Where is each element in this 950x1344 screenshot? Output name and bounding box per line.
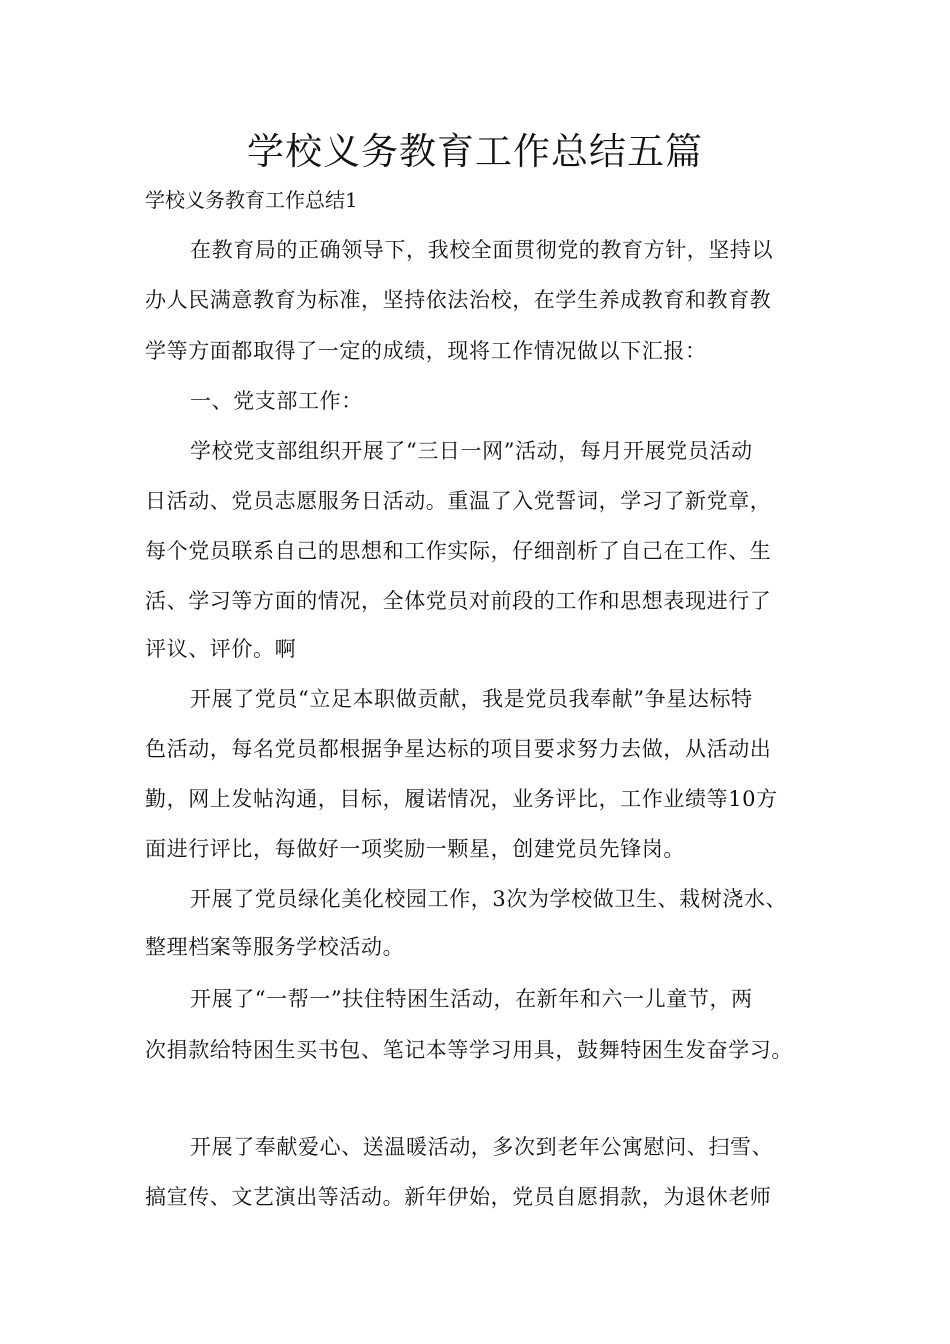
paragraph-line: 开展了党员“立足本职做贡献，我是党员我奉献”争星达标特 (190, 687, 753, 711)
paragraph-line: 搞宣传、文艺演出等活动。新年伊始，党员自愿捐款，为退休老师 (145, 1185, 772, 1209)
section-heading: 一、党支部工作： (190, 389, 363, 413)
paragraph-line: 活、学习等方面的情况，全体党员对前段的工作和思想表现进行了 (145, 589, 772, 613)
document-title: 学校义务教育工作总结五篇 (247, 130, 703, 173)
paragraph-line: 面进行评比，每做好一项奖励一颗星，创建党员先锋岗。 (145, 837, 685, 861)
paragraph-line: 次捐款给特困生买书包、笔记本等学习用具，鼓舞特困生发奋学习。 (145, 1038, 793, 1062)
paragraph-line: 办人民满意教育为标准，坚持依法治校，在学生养成教育和教育教 (145, 288, 772, 312)
section-subtitle: 学校义务教育工作总结1 (145, 188, 358, 212)
paragraph-line: 勤，网上发帖沟通，目标，履诺情况，业务评比，工作业绩等10方 (145, 787, 778, 811)
paragraph-line: 每个党员联系自己的思想和工作实际，仔细剖析了自己在工作、生 (145, 539, 772, 563)
paragraph-line: 日活动、党员志愿服务日活动。重温了入党誓词，学习了新党章， (145, 489, 772, 513)
paragraph-line: 开展了奉献爱心、送温暖活动，多次到老年公寓慰问、扫雪、 (190, 1135, 774, 1159)
paragraph-line: 评议、评价。啊 (145, 637, 297, 661)
paragraph-line: 开展了“一帮一”扶住特困生活动，在新年和六一儿童节，两 (190, 987, 753, 1011)
paragraph-line: 整理档案等服务学校活动。 (145, 935, 405, 959)
paragraph-line: 学校党支部组织开展了“三日一网”活动，每月开展党员活动 (190, 439, 753, 463)
paragraph-line: 色活动，每名党员都根据争星达标的项目要求努力去做，从活动出 (145, 737, 772, 761)
paragraph-line: 学等方面都取得了一定的成绩，现将工作情况做以下汇报： (145, 339, 707, 363)
paragraph-line: 开展了党员绿化美化校园工作，3次为学校做卫生、栽树浇水、 (190, 887, 788, 911)
paragraph-line: 在教育局的正确领导下，我校全面贯彻党的教育方针，坚持以 (190, 238, 774, 262)
